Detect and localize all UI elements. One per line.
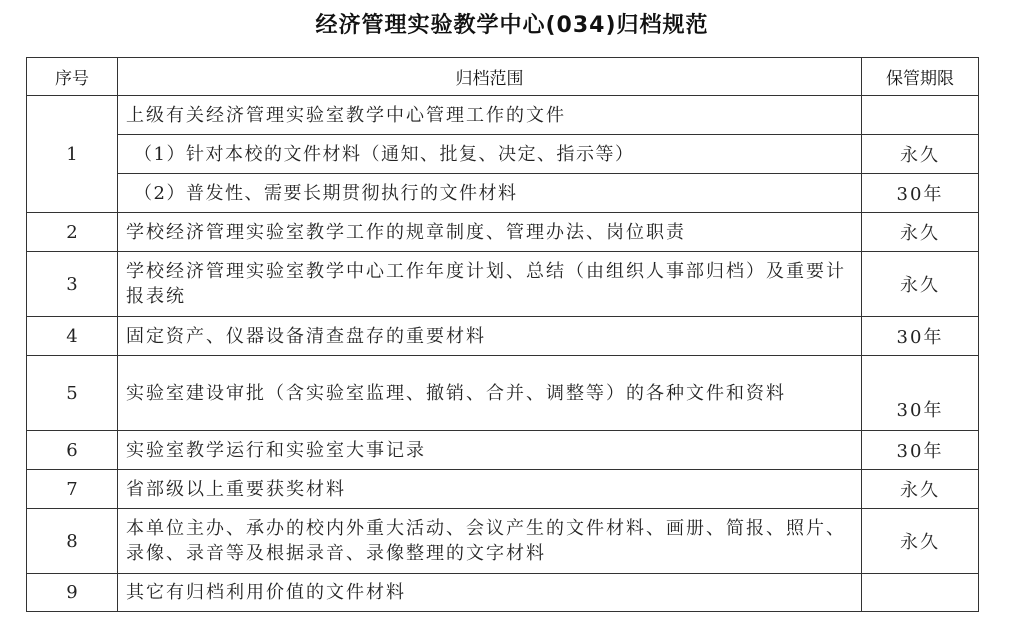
header-scope: 归档范围 xyxy=(118,58,862,96)
row-number: 2 xyxy=(27,213,118,252)
row-scope: 其它有归档利用价值的文件材料 xyxy=(118,574,862,612)
row-period xyxy=(862,574,979,612)
row-scope: 实验室建设审批（含实验室监理、撤销、合并、调整等）的各种文件和资料 xyxy=(118,356,862,431)
row-scope: 学校经济管理实验室教学中心工作年度计划、总结（由组织人事部归档）及重要计报表统 xyxy=(118,252,862,317)
table-row xyxy=(27,252,979,317)
row-number: 4 xyxy=(27,317,118,356)
table-header-row xyxy=(27,58,979,96)
table-row xyxy=(27,174,979,213)
row-period xyxy=(862,96,979,135)
header-number: 序号 xyxy=(27,58,118,96)
row-period: 永久 xyxy=(862,509,979,574)
row-number: 6 xyxy=(27,431,118,470)
table-row xyxy=(27,431,979,470)
row-scope: 上级有关经济管理实验室教学中心管理工作的文件 xyxy=(118,96,862,135)
row-period: 30年 xyxy=(862,356,979,431)
row-number: 8 xyxy=(27,509,118,574)
row-scope: 省部级以上重要获奖材料 xyxy=(118,470,862,509)
row-period: 30年 xyxy=(862,174,979,213)
table-row xyxy=(27,135,979,174)
row-period: 永久 xyxy=(862,470,979,509)
row-number: 5 xyxy=(27,356,118,431)
table-row xyxy=(27,96,979,135)
row-period: 30年 xyxy=(862,317,979,356)
row-number: 9 xyxy=(27,574,118,612)
row-number: 3 xyxy=(27,252,118,317)
archive-table xyxy=(26,57,979,612)
row-period: 永久 xyxy=(862,135,979,174)
row-scope: （1）针对本校的文件材料（通知、批复、决定、指示等） xyxy=(118,135,862,174)
row-scope: 实验室教学运行和实验室大事记录 xyxy=(118,431,862,470)
row-period: 永久 xyxy=(862,213,979,252)
table-row xyxy=(27,317,979,356)
row-scope: 学校经济管理实验室教学工作的规章制度、管理办法、岗位职责 xyxy=(118,213,862,252)
row-scope: 本单位主办、承办的校内外重大活动、会议产生的文件材料、画册、简报、照片、录像、录音等及根据录音、录像整理的文字材料 xyxy=(118,509,862,574)
table-row xyxy=(27,509,979,574)
row-period: 30年 xyxy=(862,431,979,470)
table-row xyxy=(27,470,979,509)
row-scope: 固定资产、仪器设备清查盘存的重要材料 xyxy=(118,317,862,356)
table-row xyxy=(27,574,979,612)
row-period: 永久 xyxy=(862,252,979,317)
row-scope: （2）普发性、需要长期贯彻执行的文件材料 xyxy=(118,174,862,213)
row-number: 7 xyxy=(27,470,118,509)
header-period: 保管期限 xyxy=(862,58,979,96)
table-row xyxy=(27,213,979,252)
row-number: 1 xyxy=(27,96,118,213)
page-title: 经济管理实验教学中心(034)归档规范 xyxy=(315,13,709,38)
table-row xyxy=(27,356,979,431)
